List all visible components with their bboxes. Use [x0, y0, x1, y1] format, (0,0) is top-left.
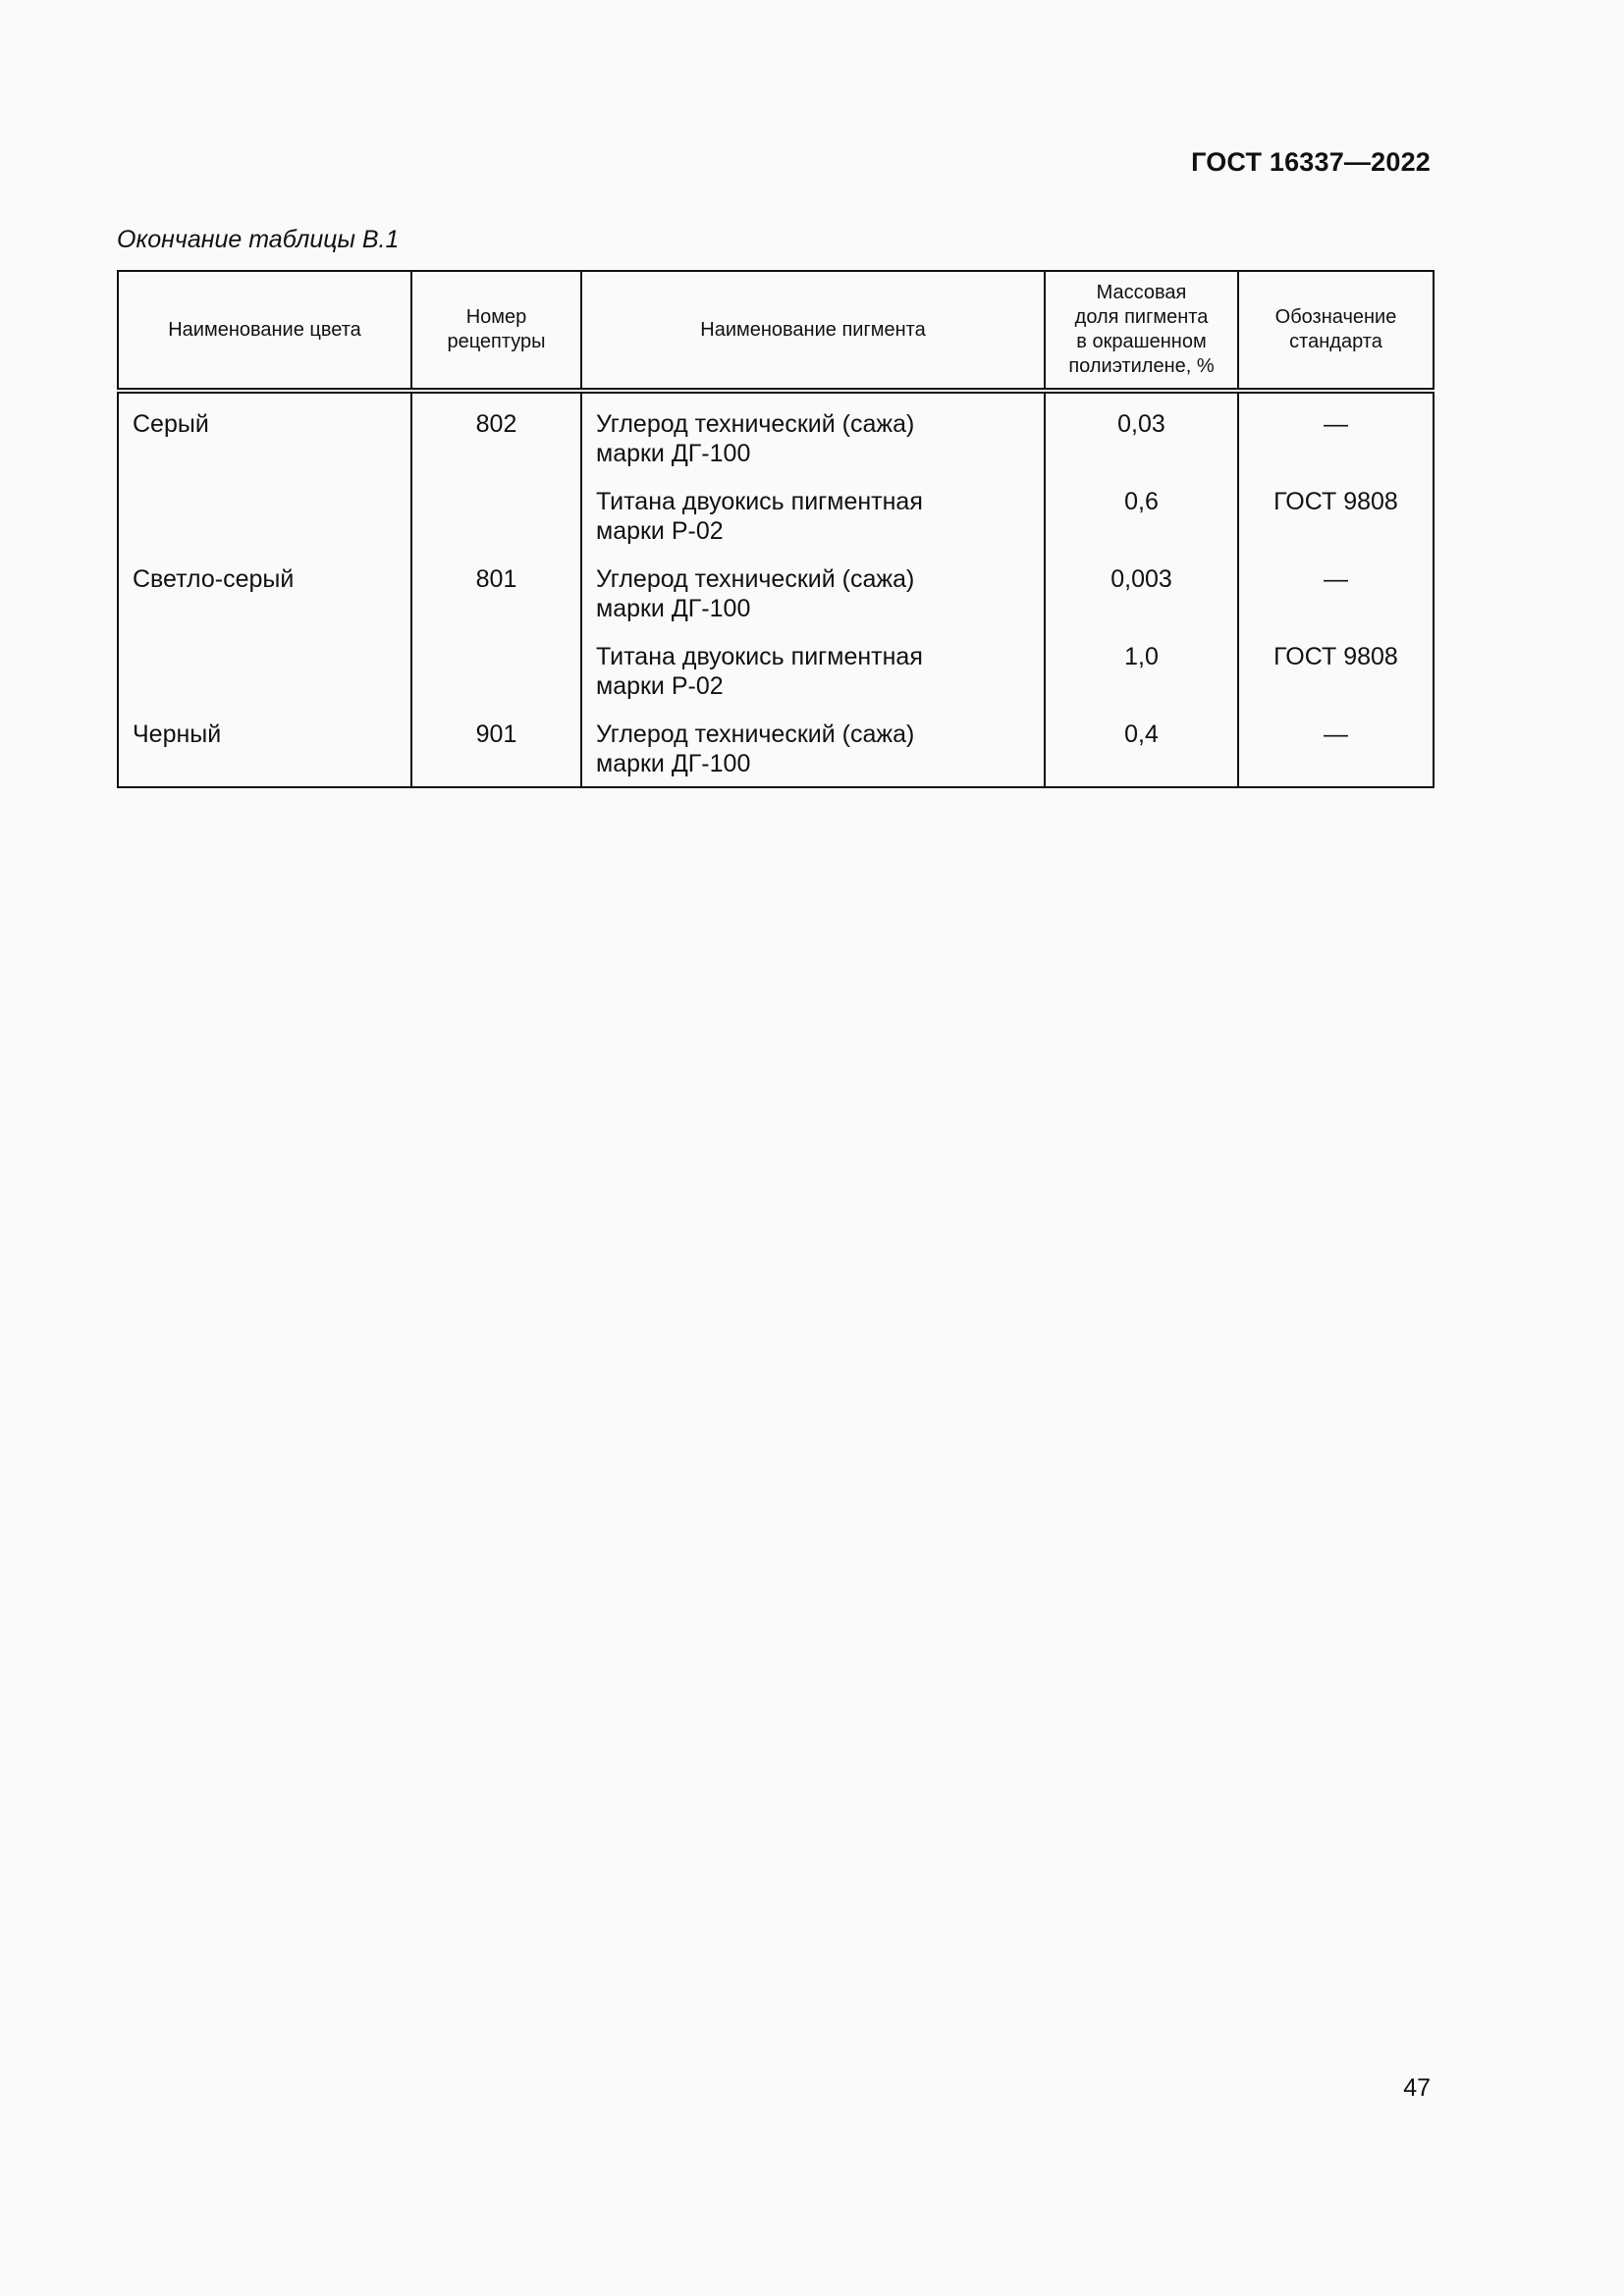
cell-pigment-name: Титана двуокись пигментная марки Р-02	[581, 487, 1045, 564]
header-standard: Обозначение стандарта	[1238, 271, 1434, 391]
cell-color-name	[118, 487, 411, 564]
document-code: ГОСТ 16337—2022	[1191, 147, 1431, 177]
cell-mass-fraction: 0,4	[1045, 720, 1238, 787]
cell-color-name: Светло-серый	[118, 564, 411, 642]
table-row	[118, 487, 1434, 564]
cell-standard: —	[1238, 391, 1434, 487]
cell-mass-fraction: 0,003	[1045, 564, 1238, 642]
header-color-name: Наименование цвета	[118, 271, 411, 391]
header-pigment-name: Наименование пигмента	[581, 271, 1045, 391]
cell-mass-fraction: 0,03	[1045, 391, 1238, 487]
cell-standard: —	[1238, 564, 1434, 642]
cell-recipe-number	[411, 642, 581, 720]
cell-mass-fraction: 1,0	[1045, 642, 1238, 720]
cell-recipe-number: 802	[411, 391, 581, 487]
pigment-table	[117, 270, 1435, 788]
cell-pigment-name: Титана двуокись пигментная марки Р-02	[581, 642, 1045, 720]
table-header-row	[118, 271, 1434, 391]
table-caption: Окончание таблицы В.1	[117, 226, 400, 253]
table-row	[118, 391, 1434, 487]
cell-pigment-name: Углерод технический (сажа) марки ДГ-100	[581, 720, 1045, 787]
cell-color-name: Серый	[118, 391, 411, 487]
table-row	[118, 720, 1434, 787]
cell-pigment-name: Углерод технический (сажа) марки ДГ-100	[581, 564, 1045, 642]
cell-standard: ГОСТ 9808	[1238, 642, 1434, 720]
cell-mass-fraction: 0,6	[1045, 487, 1238, 564]
cell-color-name	[118, 642, 411, 720]
page-number: 47	[1403, 2074, 1431, 2102]
header-recipe-number: Номер рецептуры	[411, 271, 581, 391]
header-mass-fraction: Массовая доля пигмента в окрашенном полиэтилене, %	[1045, 271, 1238, 391]
cell-recipe-number: 801	[411, 564, 581, 642]
table-row	[118, 642, 1434, 720]
cell-pigment-name: Углерод технический (сажа) марки ДГ-100	[581, 391, 1045, 487]
table-row	[118, 564, 1434, 642]
cell-color-name: Черный	[118, 720, 411, 787]
cell-recipe-number	[411, 487, 581, 564]
cell-standard: ГОСТ 9808	[1238, 487, 1434, 564]
cell-standard: —	[1238, 720, 1434, 787]
cell-recipe-number: 901	[411, 720, 581, 787]
